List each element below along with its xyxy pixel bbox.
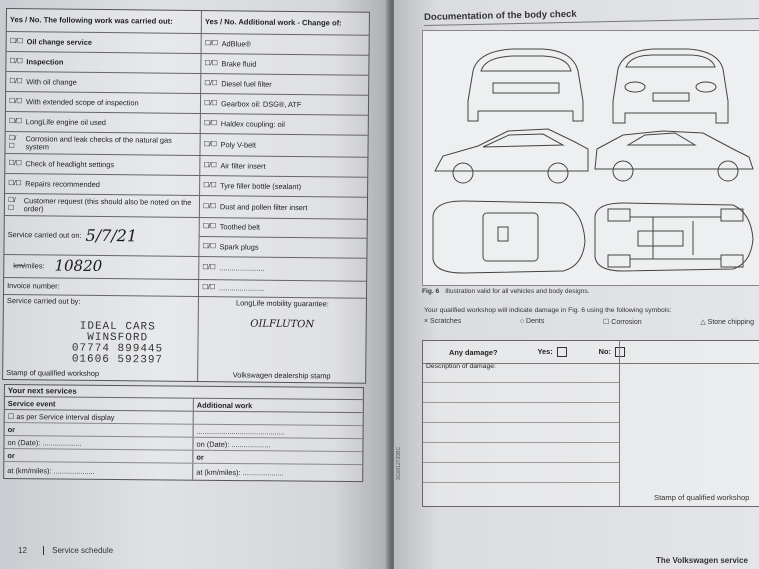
dealer-stamp: IDEAL CARS WINSFORD 07774 899445 01606 592397: [71, 320, 164, 367]
section-name: Service schedule: [43, 546, 113, 555]
yes-no-checkbox[interactable]: ☐/☐: [204, 79, 218, 88]
figure-text: Illustration valid for all vehicles and body designs.: [445, 288, 590, 295]
yes-checkbox[interactable]: [557, 347, 567, 357]
additional-item: [201, 54, 368, 75]
yes-no-checkbox[interactable]: ☐/☐: [9, 37, 23, 46]
right-page: [394, 0, 759, 569]
next-services-header: Service event Additional work: [5, 397, 363, 413]
longlife-signature: OILFLUTON: [250, 318, 315, 330]
work-item: [5, 194, 200, 217]
work-item-label: Inspection: [26, 56, 64, 67]
work-item: [5, 154, 200, 175]
work-item-label: With oil change: [26, 76, 77, 87]
symbol-scratches: × Scratches: [424, 318, 462, 325]
work-item-label: Corrosion and leak checks of the natural gas system: [25, 133, 172, 151]
yes-no-checkbox[interactable]: ☐/☐: [8, 135, 16, 150]
miles-label: miles:: [25, 261, 45, 271]
service-date-row: [4, 216, 366, 259]
print-code: 3G0012720BC: [396, 446, 402, 480]
no-checkbox[interactable]: [615, 347, 625, 357]
additional-item-label: Tyre filler bottle (sealant): [220, 180, 302, 191]
yes-no-checkbox[interactable]: ☐/☐: [7, 197, 16, 212]
service-date-label: Service carried out on:: [7, 230, 82, 240]
additional-item-label: Haldex coupling: oil: [220, 118, 285, 129]
yes-no-checkbox[interactable]: ☐/☐: [8, 117, 22, 125]
header-work-carried-out: Yes / No. The following work was carried out:: [7, 9, 202, 33]
miles-value: 10820: [54, 256, 103, 276]
symbol-instruction: Your qualified workshop will indicate damage in Fig. 6 using the following symbols:: [424, 307, 672, 314]
additional-item: [201, 74, 368, 95]
work-item: [7, 32, 202, 53]
work-carried-out-table: [2, 8, 370, 384]
symbol-corrosion: ☐ Corrosion: [603, 319, 642, 326]
additional-item-label: Brake fluid: [221, 58, 257, 69]
invoice-label: Invoice number:: [4, 278, 199, 296]
work-item: [6, 52, 201, 73]
additional-item: [200, 196, 367, 219]
additional-item: [200, 176, 367, 197]
yes-no-checkbox[interactable]: ☐/☐: [202, 202, 216, 211]
additional-item: [200, 156, 367, 177]
additional-item-label: AdBlue®: [221, 38, 251, 49]
right-stamp-label: Stamp of qualified workshop: [654, 493, 750, 502]
service-by-label: Service carried out by:: [6, 296, 81, 306]
figure-label: Fig. 6: [422, 288, 440, 295]
additional-item-label: Gearbox oil: DSG®, ATF: [220, 98, 302, 109]
vehicle-diagram: [422, 30, 759, 286]
right-footer: The Volkswagen service: [656, 556, 748, 565]
damage-symbols: [424, 318, 754, 326]
yes-no-checkbox[interactable]: ☐/☐: [204, 39, 218, 48]
page-number: 12: [18, 546, 27, 555]
additional-item-label: Air filter insert: [220, 160, 266, 171]
no-label: No:: [598, 346, 611, 356]
additional-item: [200, 134, 367, 157]
additional-item-label: Diesel fuel filter: [221, 78, 272, 89]
work-item: [6, 92, 201, 113]
yes-no-checkbox[interactable]: ☐/☐: [203, 119, 217, 128]
work-item-label: With extended scope of inspection: [25, 96, 139, 108]
description-label: Description of damage:: [423, 363, 619, 383]
additional-item-label: Poly V-belt: [220, 139, 256, 150]
work-item-label: Oil change service: [26, 36, 93, 47]
yes-no-checkbox[interactable]: ☐/☐: [204, 59, 218, 68]
symbol-dents: ○ Dents: [519, 318, 545, 325]
interval-row: ☐ as per Service interval display: [5, 410, 363, 426]
yes-no-checkbox[interactable]: ☐/☐: [9, 77, 23, 86]
yes-label: Yes:: [537, 346, 553, 356]
work-item-label: Check of headlight settings: [25, 158, 115, 169]
work-item-label: Customer request (this should also be noted on the order): [23, 195, 192, 213]
stamp-row: [3, 295, 366, 383]
spark-plugs-item: ☐/☐ Spark plugs: [202, 241, 259, 252]
damage-description-lines: [423, 363, 619, 483]
any-damage-label: Any damage?: [449, 347, 498, 357]
additional-item: [201, 94, 368, 115]
yes-no-checkbox[interactable]: ☐/☐: [8, 179, 22, 187]
header-additional-work: Yes / No. Additional work - Change of:: [204, 17, 342, 28]
yes-no-checkbox[interactable]: ☐/☐: [9, 57, 23, 66]
work-item-label: Repairs recommended: [25, 178, 100, 189]
miles-row: km/ miles: 10820 ☐/☐ ......................: [4, 255, 366, 282]
body-check-title: Documentation of the body check: [424, 8, 577, 23]
left-footer: [18, 546, 113, 555]
additional-item-label: Dust and pollen filter insert: [219, 201, 308, 212]
service-date-value: 5/7/21: [85, 225, 138, 245]
work-item: [5, 174, 200, 195]
yes-no-checkbox[interactable]: ☐/☐: [203, 161, 217, 170]
vw-stamp-label: Volkswagen dealership stamp: [232, 370, 331, 381]
yes-no-checkbox[interactable]: ☐/☐: [203, 181, 217, 190]
additional-item: [201, 114, 368, 135]
figure-caption: [422, 288, 589, 295]
work-item: [6, 72, 201, 93]
next-services-table: Your next services Service event Additional work ☐ as per Service interval display or ........................................... on (Date): ................... on (Date): ................... or or at (km/miles): .................... at (km/miles): ....................: [3, 384, 364, 482]
yes-no-checkbox[interactable]: ☐/☐: [203, 99, 218, 108]
yes-no-checkbox[interactable]: ☐/☐: [203, 140, 217, 149]
car-outlines-illustration: [423, 31, 759, 285]
damage-table: [422, 340, 759, 507]
work-item: [6, 112, 201, 133]
longlife-label: LongLife mobility guarantee:: [235, 298, 329, 309]
workshop-stamp-label: Stamp of qualified workshop: [6, 368, 100, 379]
yes-no-checkbox[interactable]: ☐/☐: [8, 159, 22, 167]
symbol-stone-chipping: △ Stone chipping: [700, 319, 754, 326]
additional-item: [202, 34, 369, 55]
next-services-caption: Your next services: [5, 385, 363, 400]
toothed-belt-item: ☐/☐ Toothed belt: [200, 219, 367, 239]
yes-no-checkbox[interactable]: ☐/☐: [8, 97, 23, 106]
invoice-row: Invoice number: ☐/☐ ......................: [4, 278, 366, 299]
work-item-label: LongLife engine oil used: [25, 116, 106, 127]
damage-header: [423, 341, 759, 364]
work-item: [5, 132, 200, 155]
